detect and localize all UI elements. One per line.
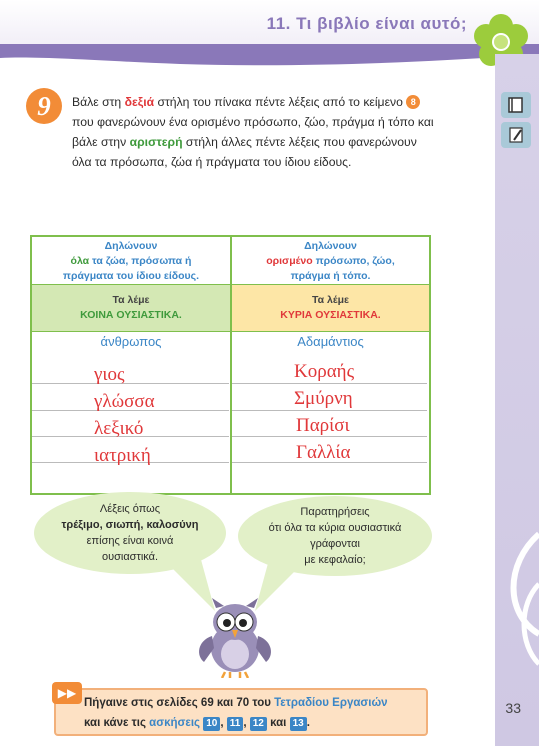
- writing-line: [232, 410, 427, 411]
- exercise-number: 9: [26, 88, 62, 124]
- left-word: λεξικό: [94, 418, 144, 439]
- right-word: Κοραής: [294, 361, 355, 382]
- exercise-badge: 13: [290, 717, 307, 731]
- row-separator: [32, 331, 429, 332]
- workbook-note-line-1: Πήγαινε στις σελίδες 69 και 70 του Τετραδίου Εργασιών: [84, 697, 388, 709]
- right-word: Παρίσι: [296, 415, 350, 436]
- decorative-swirl: [495, 524, 539, 724]
- workbook-link[interactable]: Τετραδίου Εργασιών: [274, 697, 388, 709]
- right-word: Γαλλία: [296, 442, 351, 463]
- fast-forward-icon: ▶▶: [52, 682, 82, 704]
- book-icon: [501, 92, 531, 118]
- page-number: 33: [505, 700, 521, 716]
- word-table: [30, 235, 431, 495]
- left-speech-bubble: Λέξεις όπως τρέξιμο, σιωπή, καλοσύνη επίσης είναι κοινά ουσιαστικά.: [34, 492, 226, 574]
- left-word: ιατρική: [94, 445, 151, 466]
- left-word: γιος: [94, 364, 125, 385]
- proper-nouns-label: Τα λέμε ΚΥΡΙΑ ΟΥΣΙΑΣΤΙΚΑ.: [232, 285, 429, 331]
- right-column-description: Δηλώνουν ορισμένο πρόσωπο, ζώο, πράγμα ή τόπο.: [266, 240, 395, 282]
- exercise-instructions: [72, 92, 462, 172]
- writing-line: [232, 383, 427, 384]
- instruction-line-4: όλα τα πρόσωπα, ζώα ή πράγματα του ίδιου είδους.: [72, 155, 352, 169]
- owl-illustration: [192, 596, 278, 678]
- exercise-badge: 11: [227, 717, 244, 731]
- left-column-description: Δηλώνουν όλα τα ζώα, πρόσωπα ή πράγματα του ίδιου είδους.: [62, 240, 200, 282]
- chapter-title: 11. Τι βιβλίο είναι αυτό;: [266, 14, 467, 33]
- pencil-icon: [501, 122, 531, 148]
- side-bar: [495, 54, 539, 746]
- header-curve: [0, 30, 539, 70]
- workbook-note-line-2: και κάνε τις ασκήσεις 10 , 11 , 12 και 13 .: [84, 717, 310, 729]
- common-nouns-label: Τα λέμε ΚΟΙΝΑ ΟΥΣΙΑΣΤΙΚΑ.: [32, 285, 230, 331]
- exercise-badge: 10: [203, 717, 220, 731]
- right-speech-bubble: Παρατηρήσεις ότι όλα τα κύρια ουσιαστικά γράφονται με κεφαλαίο;: [238, 496, 432, 576]
- left-word: γλώσσα: [94, 391, 155, 412]
- instruction-line-3: βάλε στην αριστερή στήλη άλλες πέντε λέξεις που φανερώνουν: [72, 135, 417, 149]
- writing-line: [32, 383, 229, 384]
- exercise-badge: 12: [250, 717, 267, 731]
- instruction-line-1: Βάλε στη δεξιά στήλη του πίνακα πέντε λέξεις από το κείμενο 8: [72, 92, 462, 112]
- instruction-line-2: που φανερώνουν ένα ορισμένο πρόσωπο, ζώο, πράγμα ή τόπο και: [72, 115, 434, 129]
- right-example-word: Αδαμάντιος: [297, 334, 364, 349]
- left-example-word: άνθρωπος: [100, 334, 162, 349]
- text-reference-badge: 8: [406, 95, 420, 109]
- workbook-note: [54, 688, 428, 736]
- right-word: Σμύρνη: [294, 388, 353, 409]
